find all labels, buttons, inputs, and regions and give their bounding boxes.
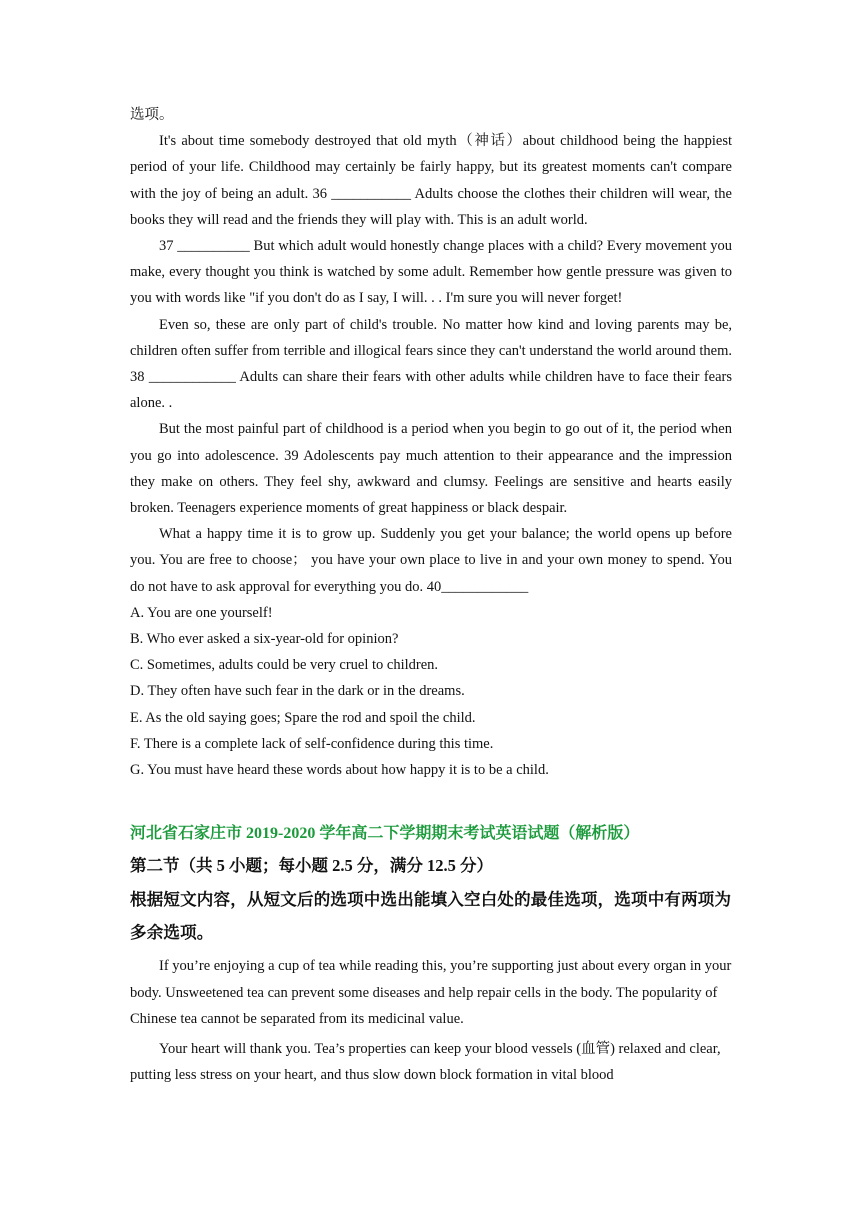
option-b: B. Who ever asked a six-year-old for opinion? [130,631,399,648]
passage2-paragraph-1: If you’re enjoying a cup of tea while reading this, you’re supporting just about every organ in your body. Unsweetened tea can prevent some diseases and help repair cells in the body. The popularity of Chinese tea cannot be separated from its medicinal value. [130,958,732,1027]
document-page [130,102,732,1089]
passage2-paragraph-2: Your heart will thank you. Tea’s properties can keep your blood vessels (血管) relaxed and clear, putting less stress on your heart, and thus slow down block formation in vital blood [130,1041,721,1084]
option-f: F. There is a complete lack of self-confidence during this time. [130,735,494,752]
section-subheading: 第二节（共 5 小题；每小题 2.5 分，满分 12.5 分） [130,856,493,876]
option-a: A. You are one yourself! [130,604,273,621]
section-instruction: 根据短文内容，从短文后的选项中选出能填入空白处的最佳选项，选项中有两项为多余选项。 [130,890,732,943]
passage-lead: 选项。 [130,107,174,123]
option-e: E. As the old saying goes; Spare the rod and spoil the child. [130,709,476,726]
passage-paragraph-1: It's about time somebody destroyed that old myth（神话）about childhood being the happiest period of your life. Childhood may certainly be fairly happy, but its greatest moments can't compare with the joy of being an adult. 36 ___________ Adults choose the clothes their children will wear, the books they will read and the friends they will play with. This is an adult world. [130,133,732,228]
passage-paragraph-4: But the most painful part of childhood is a period when you begin to go out of it, the period when you go into adolescence. 39 Adolescents pay much attention to their appearance and the impression they make on others. They feel shy, awkward and clumsy. Feelings are sensitive and hearts easily broken. Teenagers experience moments of great happiness or black despair. [130,421,732,517]
option-g: G. You must have heard these words about how happy it is to be a child. [130,762,549,779]
exam-source-heading: 河北省石家庄市 2019-2020 学年高二下学期期末考试英语试题（解析版） [130,825,640,843]
passage-paragraph-5: What a happy time it is to grow up. Suddenly you get your balance; the world opens up before you. You are free to choose； you have your own place to live in and your own money to spend. You do not have to ask approval for everything you do. 40____________ [130,526,732,595]
option-d: D. They often have such fear in the dark or in the dreams. [130,683,465,700]
passage-paragraph-3: Even so, these are only part of child's trouble. No matter how kind and loving parents may be, children often suffer from terrible and illogical fears since they can't understand the world around them. 38 ____________ Adults can share their fears with other adults while children have to face their fears alone. . [130,316,732,412]
passage-paragraph-2: 37 __________ But which adult would honestly change places with a child? Every movement you make, every thought you think is watched by some adult. Remember how gentle pressure was given to you with words like "if you don't do as I say, I will. . . I'm sure you will never forget! [130,238,732,307]
option-c: C. Sometimes, adults could be very cruel to children. [130,657,439,674]
options-list [130,600,732,783]
